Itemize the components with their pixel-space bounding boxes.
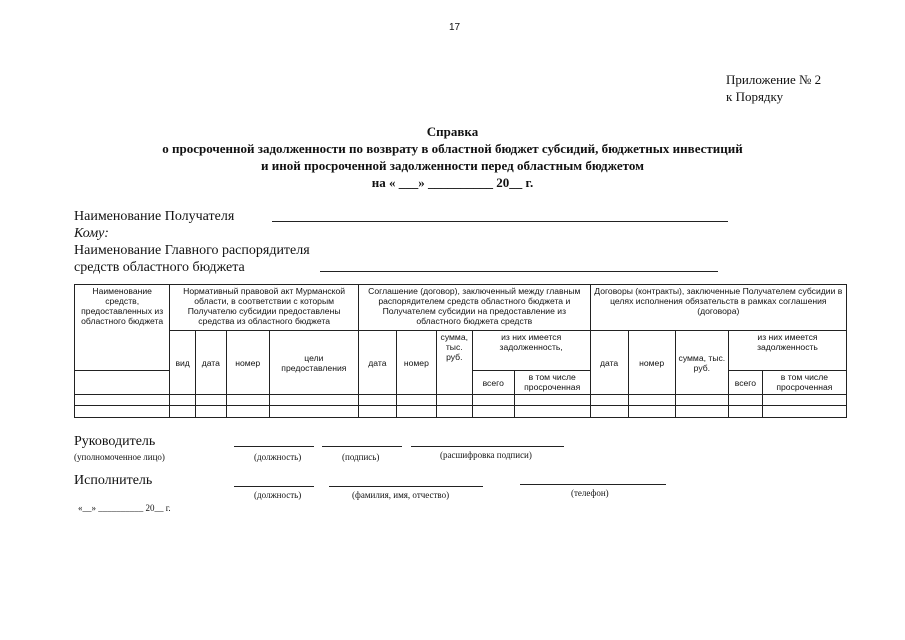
manager-line xyxy=(320,271,718,272)
executor-position-line xyxy=(234,486,314,487)
col-purpose-header: цели предоставления xyxy=(269,331,358,395)
col-contract-date-header: дата xyxy=(590,331,628,395)
table-row xyxy=(75,395,847,406)
col-funds-name-header: Наименование средств, предоставленных из областного бюджета xyxy=(75,285,170,371)
appendix-line1: Приложение № 2 xyxy=(726,72,822,87)
debt-table xyxy=(74,284,847,418)
col-number-header: номер xyxy=(226,331,269,395)
group-legal-act-header: Нормативный правовой акт Мурманской области, в соответствии с которым Получателю субсидии предоставлены средства из областного бюджета xyxy=(170,285,359,331)
col-agreement-overdue-header: в том числе просроченная xyxy=(514,371,590,395)
executor-label: Исполнитель xyxy=(74,473,153,488)
title-subline-1: о просроченной задолженности по возврату в областной бюджет субсидий, бюджетных инвестиций xyxy=(162,141,743,156)
page-number: 17 xyxy=(449,22,461,33)
head-position-line xyxy=(234,446,314,447)
executor-phone-caption: (телефон) xyxy=(571,488,609,498)
signing-date-line: «__» __________ 20__ г. xyxy=(78,503,171,513)
recipient-line xyxy=(272,221,728,222)
col-contract-overdue-header: в том числе просроченная xyxy=(762,371,846,395)
col-agreement-sum-header: сумма, тыс. руб. xyxy=(436,331,472,395)
head-position-caption: (должность) xyxy=(254,452,302,462)
head-decode-caption: (расшифровка подписи) xyxy=(440,450,532,460)
executor-position-caption: (должность) xyxy=(254,490,302,500)
title-subline-2: и иной просроченной задолженности перед областным бюджетом xyxy=(261,158,644,173)
head-signature-line xyxy=(322,446,402,447)
group-contracts-header: Договоры (контракты), заключенные Получателем субсидии в целях исполнения обязательств в рамках соглашения (договора) xyxy=(590,285,846,331)
col-contract-total-header: всего xyxy=(729,371,763,395)
document-title: Справка xyxy=(426,124,479,139)
head-label: Руководитель xyxy=(74,434,156,449)
col-agreement-total-header: всего xyxy=(472,371,514,395)
head-decode-line xyxy=(411,446,564,447)
head-sub-label: (уполномоченное лицо) xyxy=(74,452,165,462)
col-contract-sum-header: сумма, тыс. руб. xyxy=(675,331,728,395)
empty-cell xyxy=(75,371,170,395)
recipient-label: Наименование Получателя xyxy=(74,209,235,224)
col-agreement-number-header: номер xyxy=(396,331,436,395)
col-agreement-debt-header: из них имеется задолженность, xyxy=(472,331,590,371)
title-date-line: на « ___» __________ 20__ г. xyxy=(371,175,534,190)
col-contract-number-header: номер xyxy=(628,331,675,395)
executor-name-caption: (фамилия, имя, отчество) xyxy=(352,490,450,500)
table-row xyxy=(75,406,847,418)
col-contract-debt-header: из них имеется задолженность xyxy=(729,331,847,371)
appendix-line2: к Порядку xyxy=(726,89,784,104)
group-agreement-header: Соглашение (договор), заключенный между главным распорядителем средств областного бюджета и Получателем субсидии на предоставление из областного бюджета средств xyxy=(358,285,590,331)
col-type-header: вид xyxy=(170,331,196,395)
executor-name-line xyxy=(329,486,483,487)
manager-label-2: средств областного бюджета xyxy=(74,260,245,275)
manager-label-1: Наименование Главного распорядителя xyxy=(74,243,310,258)
col-date-header: дата xyxy=(195,331,226,395)
col-agreement-date-header: дата xyxy=(358,331,396,395)
appendix-note xyxy=(726,71,821,105)
head-signature-caption: (подпись) xyxy=(342,452,380,462)
executor-phone-line xyxy=(520,484,666,485)
to-label: Кому: xyxy=(74,226,109,241)
